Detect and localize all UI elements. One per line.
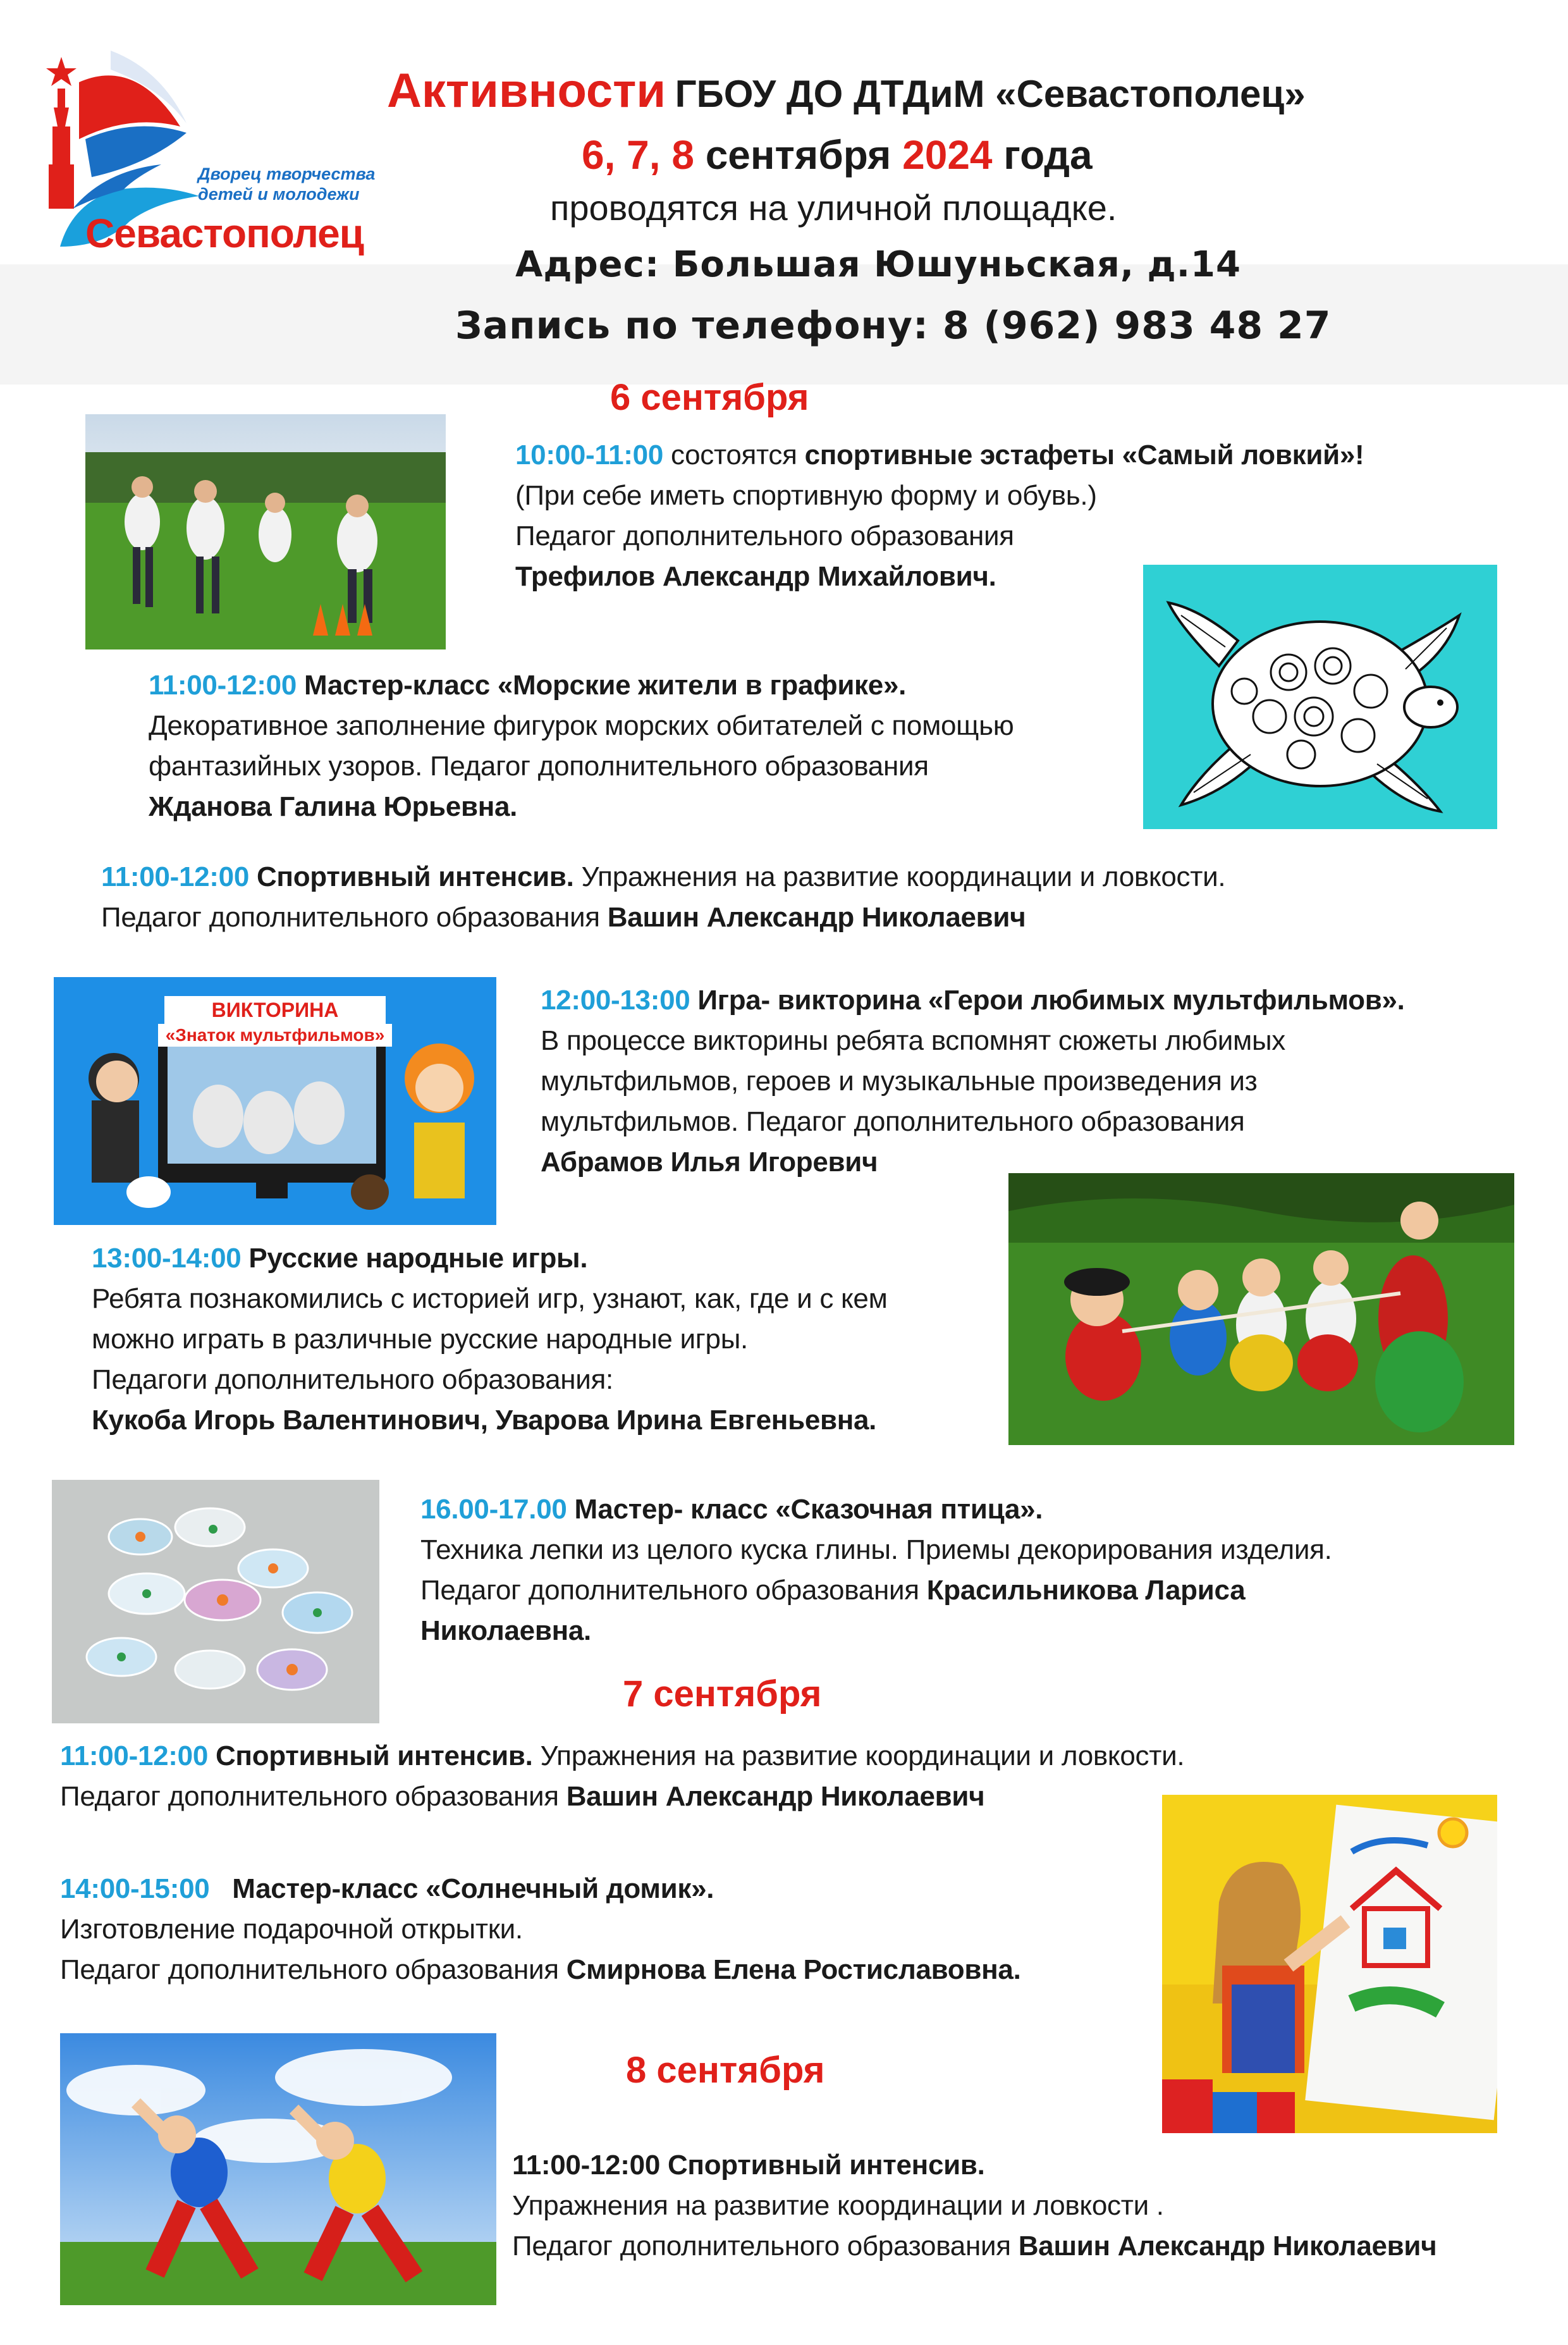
event-description: Упражнения на развитие координации и ловкости .	[512, 2190, 1164, 2221]
event-note: (При себе иметь спортивную форму и обувь.)	[515, 480, 1097, 511]
event-teacher-name-cont: Николаевна.	[420, 1615, 591, 1646]
event-title: Спортивный интенсив.	[215, 1740, 533, 1771]
event-teacher-name: Кукоба Игорь Валентинович, Уварова Ирина Евгеньевна.	[92, 1405, 877, 1436]
header-activities: Активности	[387, 64, 666, 118]
photo-girl-painting	[1162, 1795, 1497, 2133]
event-time: 11:00-12:00	[512, 2150, 660, 2181]
event-description: мультфильмов. Педагог дополнительного образования	[541, 1106, 1245, 1137]
header-year-word: года	[1003, 132, 1093, 178]
event-cartoon-quiz	[541, 980, 1405, 1183]
event-teacher-role: Педагог дополнительного образования	[60, 1781, 559, 1812]
event-title: Спортивный интенсив.	[667, 2150, 985, 2181]
event-sport-intensive-1	[101, 857, 1225, 938]
event-teacher-role: Педагог дополнительного образования	[512, 2231, 1011, 2262]
event-teacher-name: Смирнова Елена Ростиславовна.	[566, 1954, 1021, 1985]
event-sport-intensive-2	[60, 1736, 1184, 1817]
quiz-card	[54, 977, 496, 1225]
event-sea-creatures	[149, 665, 1014, 827]
event-description: можно играть в различные русские народные игры.	[92, 1324, 748, 1355]
logo-subtitle-2: детей и молодежи	[198, 185, 360, 204]
event-description: фантазийных узоров. Педагог дополнительного образования	[149, 751, 929, 782]
event-teacher-name: Вашин Александр Николаевич	[1018, 2231, 1437, 2262]
photo-folk-games	[1008, 1173, 1514, 1445]
photo-turtle-drawing	[1143, 565, 1497, 829]
event-description: Упражнения на развитие координации и ловкости.	[581, 861, 1226, 892]
event-description: мультфильмов, героев и музыкальные произведения из	[541, 1066, 1258, 1097]
event-description: В процессе викторины ребята вспомнят сюжеты любимых	[541, 1025, 1286, 1056]
event-sunny-house	[60, 1869, 1021, 1990]
event-description: Ребята познакомились с историей игр, узнают, как, где и с кем	[92, 1283, 888, 1314]
event-teacher-role: Педагоги дополнительного образования:	[92, 1364, 613, 1395]
event-teacher-role: Педагог дополнительного образования	[60, 1954, 559, 1985]
header-year: 2024	[902, 132, 993, 178]
day-title-7: 7 сентября	[623, 1673, 822, 1714]
quiz-card-subtitle: «Знаток мультфильмов»	[158, 1024, 392, 1047]
event-time: 12:00-13:00	[541, 985, 690, 1016]
event-text: состоятся	[670, 440, 797, 471]
event-fairy-bird	[420, 1489, 1332, 1651]
header-phone: Запись по телефону: 8 (962) 983 48 27	[455, 304, 1332, 348]
event-description: Техника лепки из целого куска глины. Приемы декорирования изделия.	[420, 1534, 1332, 1565]
quiz-card-title: ВИКТОРИНА	[164, 996, 386, 1025]
event-title: Мастер-класс «Морские жители в графике».	[303, 670, 907, 701]
event-teacher-name: Абрамов Илья Игоревич	[541, 1147, 878, 1178]
event-description: Декоративное заполнение фигурок морских обитателей с помощью	[149, 710, 1014, 741]
header-venue: проводятся на уличной площадке.	[550, 188, 1117, 228]
logo-subtitle-1: Дворец творчества	[198, 164, 376, 183]
event-title: Мастер- класс «Сказочная птица».	[574, 1494, 1043, 1525]
event-title: спортивные эстафеты «Самый ловкий»!	[804, 440, 1364, 471]
header-address: Адрес: Большая Юшуньская, д.14	[515, 244, 1241, 285]
event-teacher-name: Вашин Александр Николаевич	[607, 902, 1026, 933]
photo-relay-race	[85, 414, 446, 649]
logo-name: Севастополец	[85, 211, 364, 256]
day-title-8: 8 сентября	[626, 2050, 825, 2091]
event-description: Упражнения на развитие координации и ловкости.	[540, 1740, 1185, 1771]
event-time: 16.00-17.00	[420, 1494, 567, 1525]
event-teacher-name: Вашин Александр Николаевич	[566, 1781, 985, 1812]
event-teacher-role: Педагог дополнительного образования	[515, 520, 1014, 551]
day-title-6: 6 сентября	[610, 377, 809, 418]
event-title: Мастер-класс «Солнечный домик».	[232, 1873, 714, 1904]
event-time: 14:00-15:00	[60, 1873, 210, 1904]
event-time: 13:00-14:00	[92, 1243, 242, 1274]
event-time: 11:00-12:00	[101, 861, 249, 892]
event-time: 11:00-12:00	[149, 670, 297, 701]
event-teacher-name: Красильникова Лариса	[926, 1575, 1246, 1606]
photo-clay-birds	[52, 1480, 379, 1723]
photo-kids-stretching	[60, 2033, 496, 2305]
header-month: сентября	[705, 132, 891, 178]
header-org: ГБОУ ДО ДТДиМ «Севастополец»	[675, 73, 1306, 115]
event-description: Изготовление подарочной открытки.	[60, 1914, 523, 1945]
event-sport-intensive-3	[512, 2145, 1436, 2267]
event-title: Спортивный интенсив.	[256, 861, 574, 892]
header-line-2	[582, 132, 1093, 178]
event-time: 10:00-11:00	[515, 440, 663, 471]
header-dates: 6, 7, 8	[582, 132, 694, 178]
event-teacher-name: Трефилов Александр Михайлович.	[515, 561, 996, 592]
event-teacher-role: Педагог дополнительного образования	[420, 1575, 919, 1606]
event-time: 11:00-12:00	[60, 1740, 208, 1771]
event-folk-games	[92, 1238, 888, 1441]
event-teacher-name: Жданова Галина Юрьевна.	[149, 791, 518, 822]
header-line-1	[387, 63, 1306, 118]
logo	[35, 44, 376, 272]
event-teacher-role: Педагог дополнительного образования	[101, 902, 600, 933]
event-title: Игра- викторина «Герои любимых мультфильмов».	[697, 985, 1405, 1016]
event-title: Русские народные игры.	[248, 1243, 588, 1274]
